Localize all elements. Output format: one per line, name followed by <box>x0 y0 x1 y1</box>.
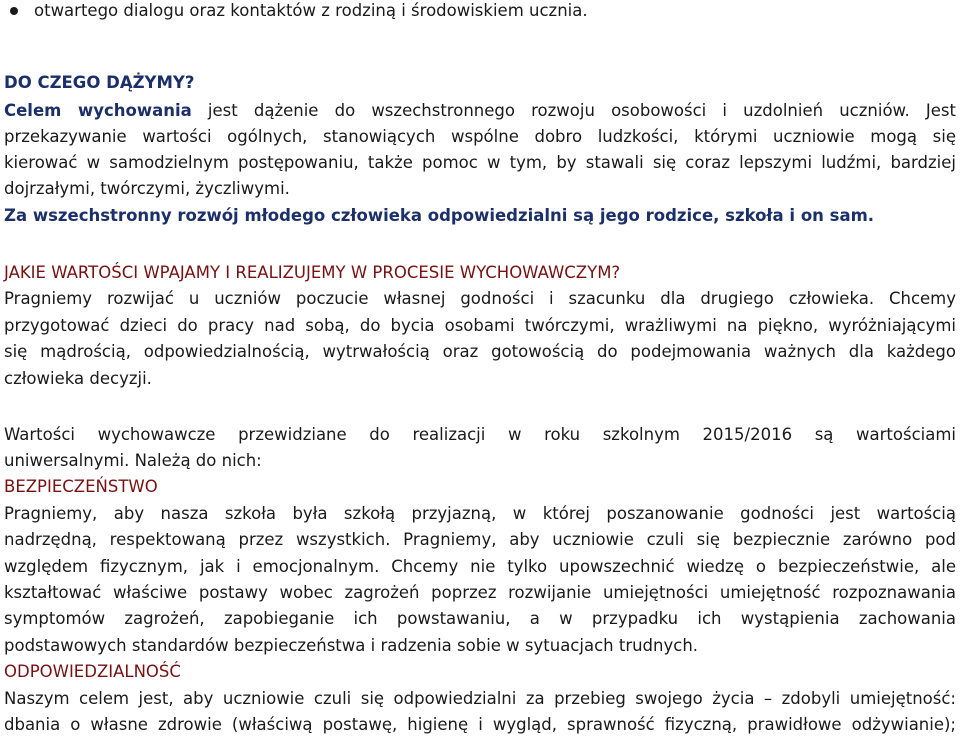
security-line-1: Pragniemy, aby nasza szkoła była szkołą przyjazną, w której poszanowanie godności jest wartością <box>4 504 956 523</box>
goals-line-5: Za wszechstronny rozwój młodego człowieka odpowiedzialni są jego rodzice, szkoła i on sam. <box>4 206 875 225</box>
bullet-text: otwartego dialogu oraz kontaktów z rodziną i środowiskiem ucznia. <box>34 1 588 20</box>
security-line-5: symptomów zagrożeń, zapobieganie ich powstawaniu, a w przypadku ich wystąpienia zachowania <box>4 609 956 628</box>
goals-line-2: przekazywanie wartości ogólnych, stanowiących wspólne dobro ludzkości, którymi uczniowie mogą się <box>4 127 956 146</box>
values-line-3: się mądrością, odpowiedzialnością, wytrwałością oraz gotowością do podejmowania ważnych dla każdego <box>4 342 956 361</box>
bullet-dot <box>10 7 18 15</box>
universal-line-1: Wartości wychowawcze przewidziane do realizacji w roku szkolnym 2015/2016 są wartościami <box>4 425 956 444</box>
heading-goals: DO CZEGO DĄŻYMY? <box>4 73 195 92</box>
universal-line-2: uniwersalnymi. Należą do nich: <box>4 451 262 470</box>
security-line-6: podstawowych standardów bezpieczeństwa i radzenia sobie w sytuacjach trudnych. <box>4 636 699 655</box>
goals-line-1-rest: jest dążenie do wszechstronnego rozwoju osobowości i uzdolnień uczniów. Jest <box>191 101 956 120</box>
responsibility-line-2: dbania o własne zdrowie (właściwą postawę, higienę i wygląd, sprawność fizyczną, prawidłowe odżywianie); <box>4 715 956 734</box>
security-line-4: kształtować właściwe postawy wobec zagrożeń poprzez rozwijanie umiejętności umiejętność rozpoznawania <box>4 583 956 602</box>
values-line-4: człowieka decyzji. <box>4 369 152 388</box>
goals-line-3: kierować w samodzielnym postępowaniu, także pomoc w tym, by stawali się coraz lepszymi ludźmi, bardziej <box>4 153 956 172</box>
goals-lead: Celem wychowania <box>4 101 192 120</box>
security-line-3: względem fizycznym, jak i emocjonalnym. Chcemy nie tylko upowszechnić wiedzę o bezpieczeństwie, ale <box>4 557 956 576</box>
heading-values: JAKIE WARTOŚCI WPAJAMY I REALIZUJEMY W PROCESIE WYCHOWAWCZYM? <box>4 263 621 282</box>
heading-security: BEZPIECZEŃSTWO <box>4 477 158 496</box>
goals-line-4: dojrzałymi, twórczymi, życzliwymi. <box>4 179 290 198</box>
responsibility-line-1: Naszym celem jest, aby uczniowie czuli się odpowiedzialni za przebieg swojego życia – zdobyli umiejętność: <box>4 689 956 708</box>
values-line-1: Pragniemy rozwijać u uczniów poczucie własnej godności i szacunku dla drugiego człowieka. Chcemy <box>4 289 956 308</box>
goals-line-1 <box>4 100 956 122</box>
values-line-2: przygotować dzieci do pracy nad sobą, do bycia osobami twórczymi, wrażliwymi na piękno, wyróżniającymi <box>4 316 956 335</box>
security-line-2: nadrzędną, respektowaną przez wszystkich. Pragniemy, aby uczniowie czuli się bezpiecznie zarówno pod <box>4 530 956 549</box>
heading-responsibility: ODPOWIEDZIALNOŚĆ <box>4 662 181 681</box>
